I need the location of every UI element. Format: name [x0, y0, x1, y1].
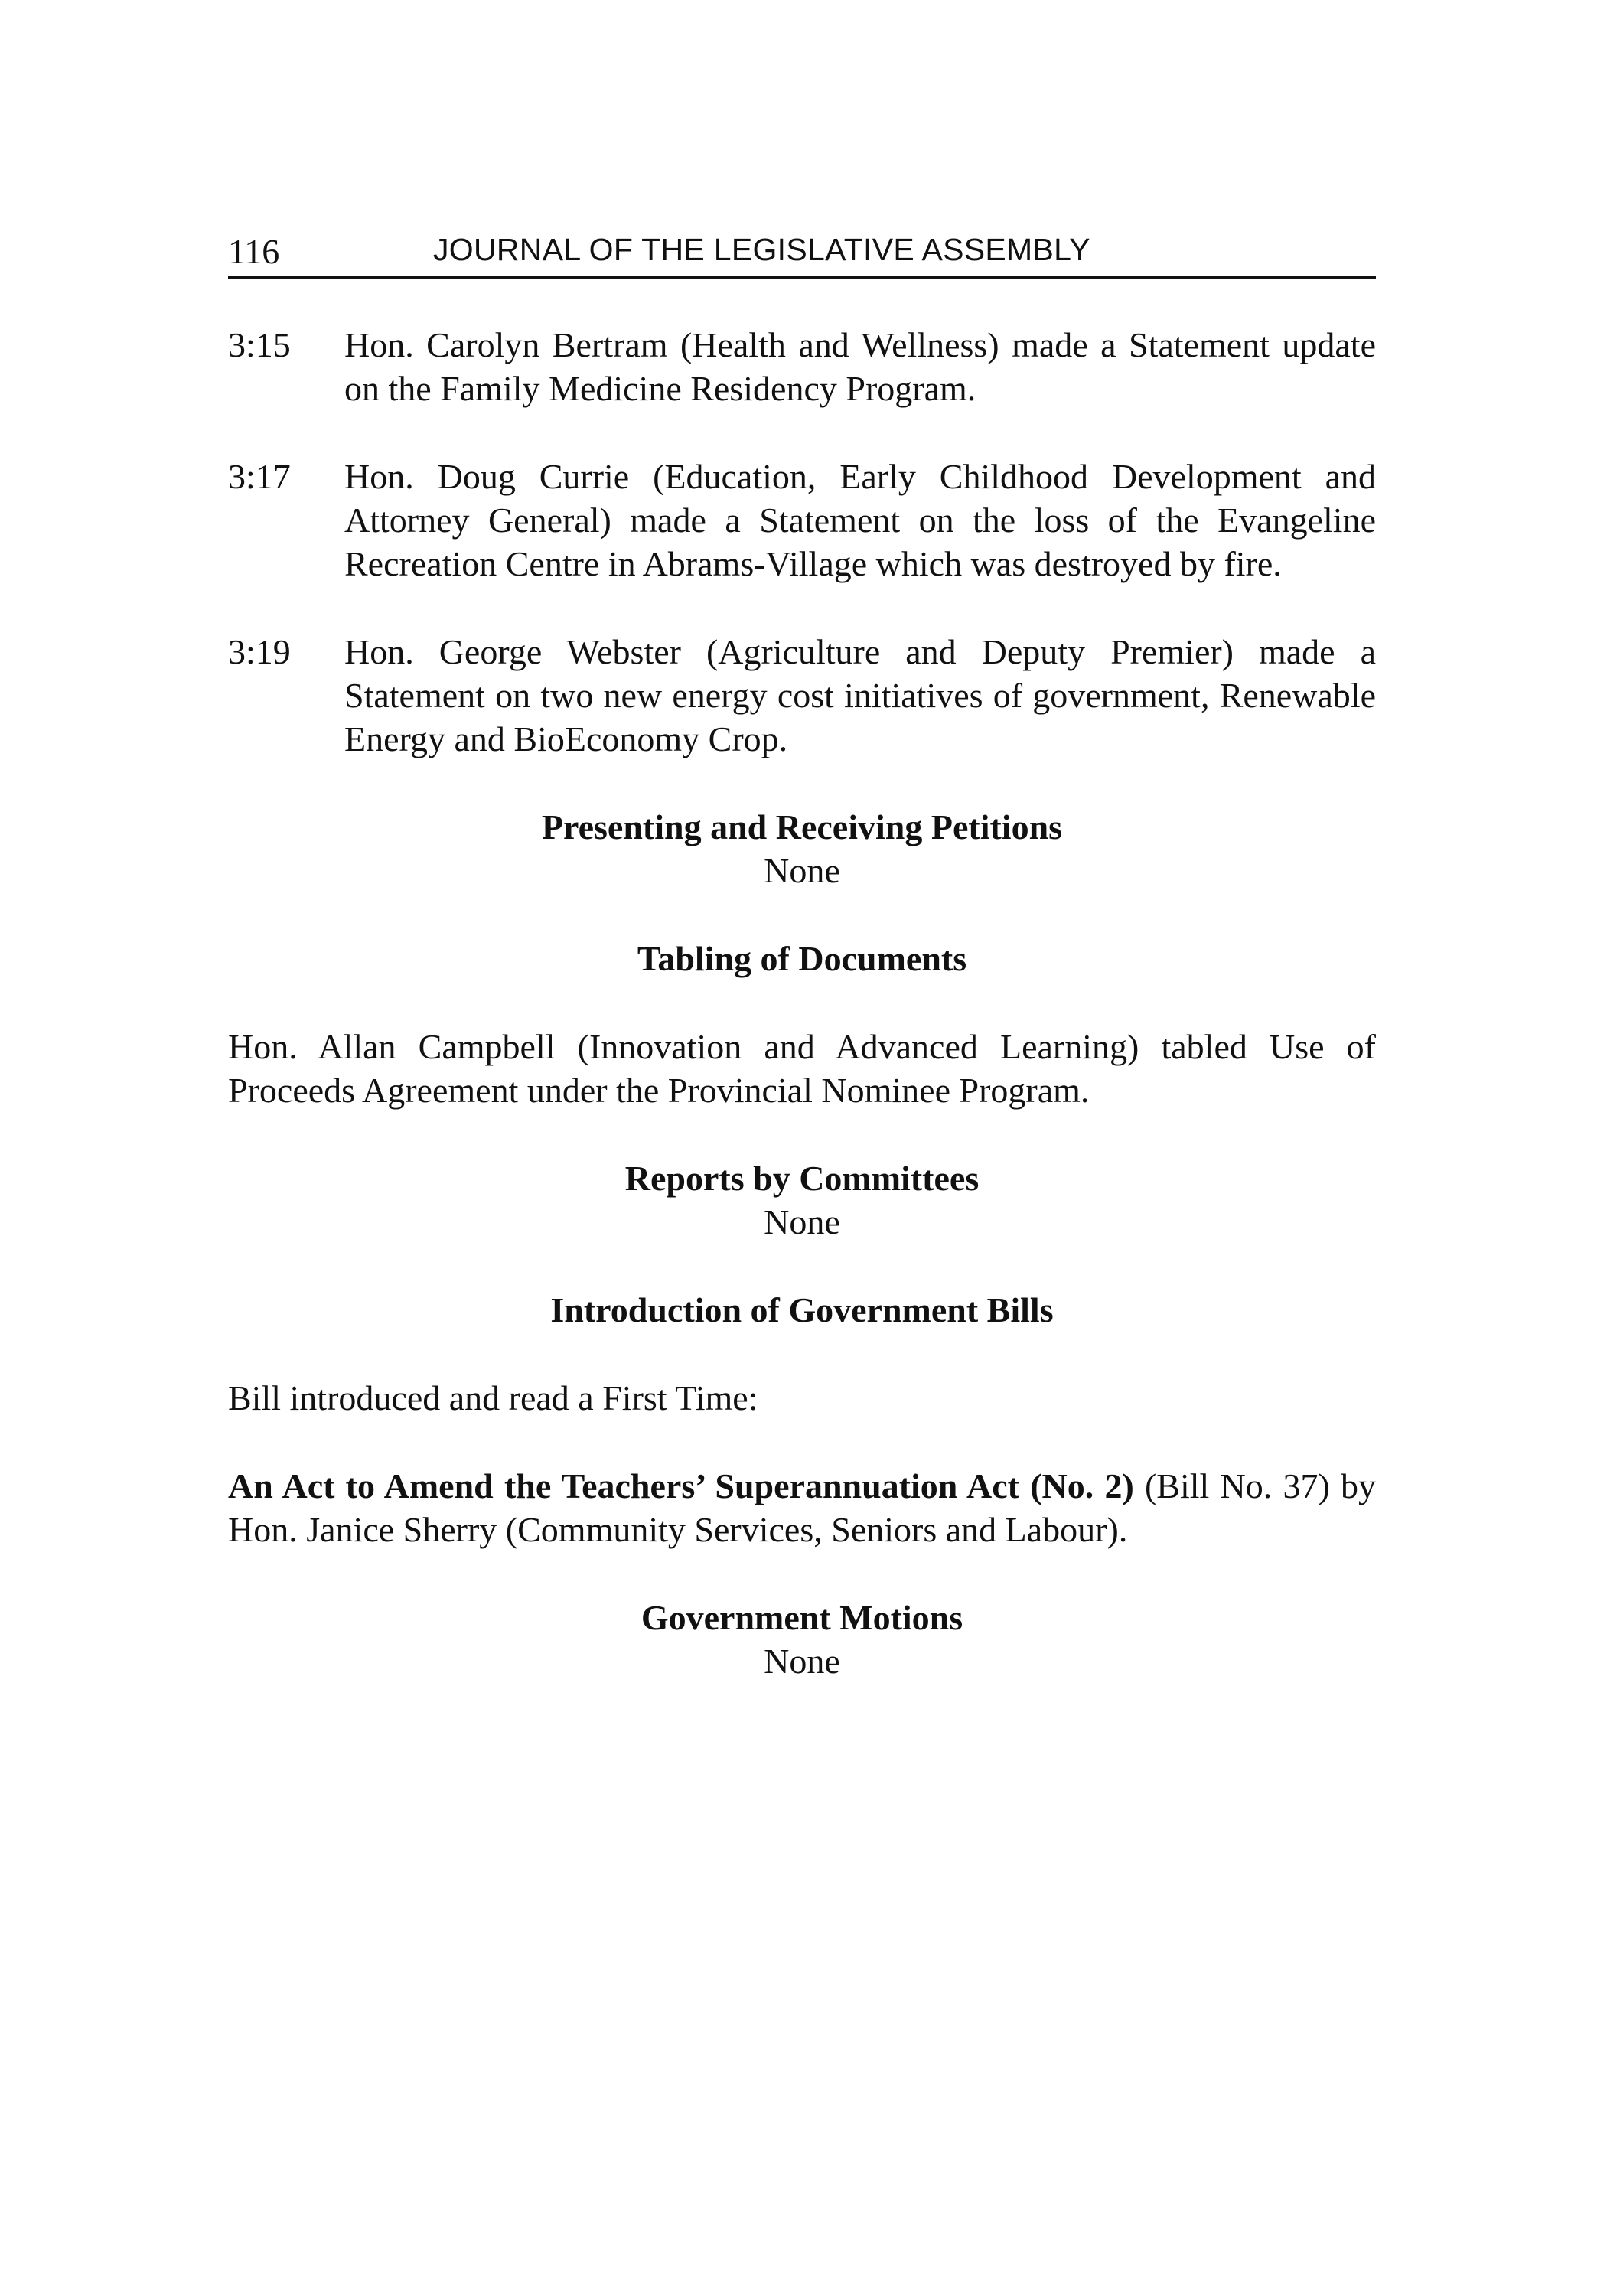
entry-time: 3:15 — [228, 325, 291, 364]
timed-entry — [228, 455, 1376, 585]
entry-text: Hon. Doug Currie (Education, Early Childhood Development and Attorney General) made a Statement on the loss of the Evangeline Recreation Centre in Abrams-Village which was destroyed by fire. — [344, 457, 1376, 583]
running-head — [228, 227, 1376, 279]
committees-heading: Reports by Committees — [624, 1159, 980, 1198]
entry-text: Hon. Carolyn Bertram (Health and Wellness) made a Statement update on the Family Medicine Residency Program. — [344, 325, 1376, 408]
motions-heading: Government Motions — [641, 1598, 963, 1637]
entry-text: Hon. George Webster (Agriculture and Deputy Premier) made a Statement on two new energy cost initiatives of government, Renewable Energy and BioEconomy Crop. — [344, 632, 1376, 758]
motions-body: None — [764, 1642, 840, 1681]
petitions-heading: Presenting and Receiving Petitions — [541, 807, 1063, 846]
timed-entry — [228, 323, 1376, 410]
motions-section — [228, 1596, 1376, 1683]
tabling-body: Hon. Allan Campbell (Innovation and Advanced Learning) tabled Use of Proceeds Agreement under the Provincial Nominee Program. — [228, 1027, 1376, 1110]
entry-time: 3:17 — [228, 457, 291, 496]
bill-entry — [228, 1464, 1376, 1551]
entry-time: 3:19 — [228, 632, 291, 671]
bills-heading: Introduction of Government Bills — [550, 1290, 1054, 1329]
committees-body: None — [764, 1202, 840, 1241]
page-number: 116 — [228, 232, 280, 271]
tabling-section — [228, 937, 1376, 1112]
bill-details: (Bill No. 37) by Hon. Janice Sherry (Community Services, Seniors and Labour). — [228, 1466, 1376, 1549]
journal-page — [228, 227, 1376, 1727]
petitions-body: None — [764, 851, 840, 890]
journal-title: JOURNAL OF THE LEGISLATIVE ASSEMBLY — [433, 232, 1090, 267]
bills-intro: Bill introduced and read a First Time: — [228, 1378, 758, 1417]
petitions-section — [228, 805, 1376, 892]
timed-entries — [228, 323, 1376, 761]
timed-entry — [228, 630, 1376, 761]
committees-section — [228, 1156, 1376, 1244]
tabling-heading: Tabling of Documents — [637, 939, 967, 978]
bill-title: An Act to Amend the Teachers’ Superannuation Act (No. 2) — [228, 1466, 1134, 1505]
bills-section — [228, 1288, 1376, 1551]
